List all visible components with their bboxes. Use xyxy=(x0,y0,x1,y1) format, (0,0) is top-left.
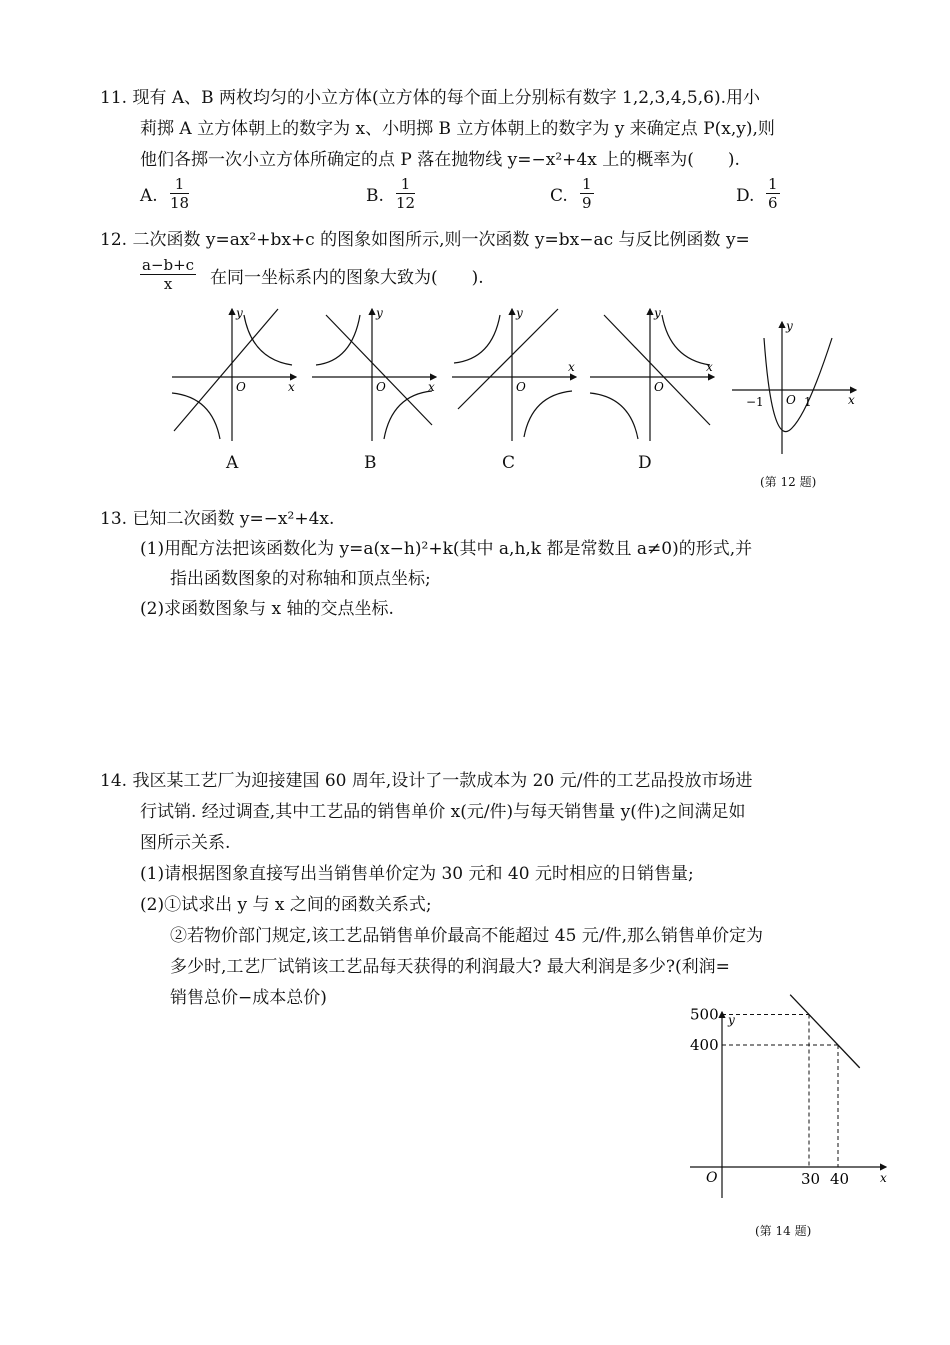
q12-graph-c-label: C xyxy=(502,453,516,473)
q14-x-label: x xyxy=(880,1171,887,1185)
q12-graph-b-origin: O xyxy=(376,380,386,394)
q12-graph-a xyxy=(168,305,303,445)
q14-line3: 图所示关系. xyxy=(140,833,231,853)
q12-graph-d-y-label: y xyxy=(654,306,661,320)
q14-x-tick-30: 30 xyxy=(801,1170,821,1188)
q12-graph-a-label: A xyxy=(226,453,239,473)
q12-graph-c-x-label: x xyxy=(568,360,575,374)
q11-line2: 莉掷 A 立方体朝上的数字为 x、小明掷 B 立方体朝上的数字为 y 来确定点 P(x,y),则 xyxy=(140,119,775,139)
q12-graph-a-x-label: x xyxy=(288,380,295,394)
q12-reference-parabola xyxy=(728,318,863,458)
q14-origin: O xyxy=(706,1170,718,1186)
q14-y-tick-400: 400 xyxy=(690,1036,719,1054)
q12-ref-x-label: x xyxy=(848,393,855,407)
q11-option-b-fraction: $\frac{1}{12}$ xyxy=(396,175,416,212)
q12-fraction: $\frac{a-b+c}{x}$ xyxy=(142,256,195,293)
q12-graph-b xyxy=(308,305,443,445)
q12-line1: 12. 二次函数 y=ax²+bx+c 的图象如图所示,则一次函数 y=bx−ac 与反比例函数 y= xyxy=(100,230,750,250)
q14-line5: (2)①试求出 y 与 x 之间的函数关系式; xyxy=(140,895,432,915)
q12-graph-d-origin: O xyxy=(654,380,664,394)
q14-sales-line xyxy=(790,995,860,1068)
q11-line1: 11. 现有 A、B 两枚均匀的小立方体(立方体的每个面上分别标有数字 1,2,3,4,5,6).用小 xyxy=(100,88,761,108)
q11-option-b-label: B. xyxy=(366,186,384,206)
q12-graph-d xyxy=(586,305,721,445)
q13-line2: (1)用配方法把该函数化为 y=a(x−h)²+k(其中 a,h,k 都是常数且 a≠0)的形式,并 xyxy=(140,539,753,559)
q12-graph-b-y-label: y xyxy=(376,306,383,320)
q12-graph-a-y-label: y xyxy=(236,306,243,320)
q14-line6: ②若物价部门规定,该工艺品销售单价最高不能超过 45 元/件,那么销售单价定为 xyxy=(170,926,763,946)
q12-ref-y-label: y xyxy=(786,319,793,333)
q11-option-a-fraction: $\frac{1}{18}$ xyxy=(170,175,190,212)
q12-graph-d-label: D xyxy=(638,453,652,473)
q12-line2: 在同一坐标系内的图象大致为( ). xyxy=(210,268,484,288)
q12-graph-b-label: B xyxy=(364,453,377,473)
q14-y-tick-500: 500 xyxy=(690,1005,719,1024)
q12-ref-origin: O xyxy=(786,393,796,407)
q14-chart xyxy=(686,1005,896,1200)
q12-caption: (第 12 题) xyxy=(760,475,817,489)
q12-graph-a-origin: O xyxy=(236,380,246,394)
q14-line8: 销售总价−成本总价) xyxy=(170,988,327,1008)
q12-graph-c xyxy=(448,305,583,445)
q13-line4: (2)求函数图象与 x 轴的交点坐标. xyxy=(140,599,394,619)
q12-ref-tick-neg1: −1 xyxy=(746,395,764,409)
q12-graph-c-y-label: y xyxy=(516,306,523,320)
q14-line1: 14. 我区某工艺厂为迎接建国 60 周年,设计了一款成本为 20 元/件的工艺品投放市场进 xyxy=(100,771,753,791)
q11-option-c-label: C. xyxy=(550,186,568,206)
q11-option-c-fraction: $\frac{1}{9}$ xyxy=(582,175,592,212)
q11-line3: 他们各掷一次小立方体所确定的点 P 落在抛物线 y=−x²+4x 上的概率为( ). xyxy=(140,150,740,170)
q12-graph-c-origin: O xyxy=(516,380,526,394)
q12-ref-tick-1: 1 xyxy=(804,395,812,409)
q13-line3: 指出函数图象的对称轴和顶点坐标; xyxy=(170,569,431,589)
q12-graph-d-x-label: x xyxy=(706,360,713,374)
q11-option-a-label: A. xyxy=(140,186,158,206)
q11-option-d-label: D. xyxy=(736,186,755,206)
q14-line2: 行试销. 经过调查,其中工艺品的销售单价 x(元/件)与每天销售量 y(件)之间满足如 xyxy=(140,802,746,822)
q12-graph-b-x-label: x xyxy=(428,380,435,394)
q14-line4: (1)请根据图象直接写出当销售单价定为 30 元和 40 元时相应的日销售量; xyxy=(140,864,694,884)
q14-y-label: y xyxy=(728,1013,735,1027)
q14-line7: 多少时,工艺厂试销该工艺品每天获得的利润最大? 最大利润是多少?(利润= xyxy=(170,957,730,977)
q11-option-d-fraction: $\frac{1}{6}$ xyxy=(768,175,778,212)
q14-x-tick-40: 40 xyxy=(830,1170,850,1188)
q13-line1: 13. 已知二次函数 y=−x²+4x. xyxy=(100,509,335,529)
q14-caption: (第 14 题) xyxy=(755,1224,812,1238)
